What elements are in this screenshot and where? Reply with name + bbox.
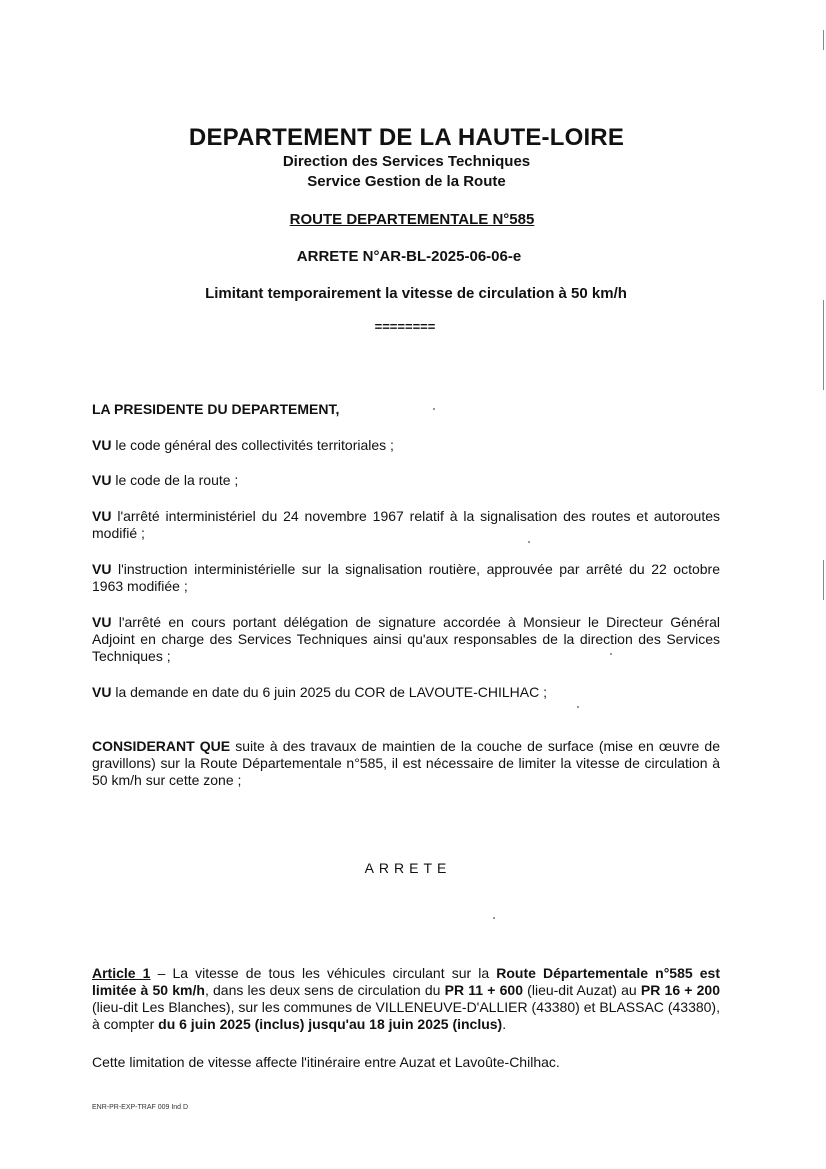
article-1-bold: PR 16 + 200 [640, 982, 721, 998]
president-line: LA PRESIDENTE DU DEPARTEMENT, [92, 401, 340, 417]
vu-paragraph-5 [92, 614, 720, 665]
scan-edge-mark [823, 560, 824, 600]
article-1-text: – La vitesse de tous les véhicules circulant sur la [150, 965, 497, 981]
article-1-text: , dans les deux sens de circulation du [204, 982, 445, 998]
article-1-text: . [502, 1016, 507, 1032]
scan-speck [433, 408, 435, 410]
scan-speck [528, 541, 530, 543]
considerant-label: CONSIDERANT QUE [92, 738, 231, 754]
direction-name: Direction des Services Techniques [282, 153, 531, 170]
scan-speck [610, 653, 612, 655]
service-name: Service Gestion de la Route [307, 173, 506, 190]
vu-paragraph-3 [92, 508, 720, 542]
vu-label: VU [92, 684, 112, 700]
vu-text: l'arrêté interministériel du 24 novembre 1967 relatif à la signalisation des routes et autoroutes modifié ; [92, 508, 721, 541]
footer-reference: ENR-PR-EXP-TRAF 009 Ind D [92, 1104, 189, 1111]
vu-text: l'arrêté en cours portant délégation de signature accordée à Monsieur le Directeur Général Adjoint en charge des Services Techniques ainsi qu'aux responsables de la direction des Services Techniques ; [92, 614, 721, 664]
vu-label: VU [92, 614, 112, 630]
arrete-subject: Limitant temporairement la vitesse de circulation à 50 km/h [205, 285, 627, 302]
arrete-number: ARRETE N°AR-BL-2025-06-06-e [296, 248, 522, 265]
scan-edge-mark [823, 30, 824, 50]
vu-paragraph-6 [92, 684, 720, 701]
vu-text: l'instruction interministérielle sur la signalisation routière, approuvée par arrêté du 22 octobre 1963 modifiée ; [92, 561, 721, 594]
considerant-text: suite à des travaux de maintien de la couche de surface (mise en œuvre de gravillons) sur la Route Départementale n°585, il est nécessaire de limiter la vitesse de circulation à 50 km/h sur cette zone ; [92, 738, 720, 788]
article-1-label: Article 1 [92, 965, 151, 981]
vu-label: VU [92, 437, 112, 453]
vu-text: la demande en date du 6 juin 2025 du COR de LAVOUTE-CHILHAC ; [115, 684, 547, 700]
vu-paragraph-1 [92, 437, 720, 454]
vu-paragraph-2 [92, 472, 720, 489]
limitation-note: Cette limitation de vitesse affecte l'itinéraire entre Auzat et Lavoûte-Chilhac. [92, 1054, 560, 1070]
arrete-heading: ARRETE [364, 860, 452, 876]
considerant-paragraph [92, 738, 720, 789]
article-1-text: (lieu-dit Les Blanches), sur les communes de VILLENEUVE-D'ALLIER (43380) et BLASSAC (43380), à compter [92, 999, 720, 1032]
vu-text: le code de la route ; [115, 472, 239, 488]
vu-label: VU [92, 508, 112, 524]
scan-speck [493, 917, 495, 919]
department-title: DEPARTEMENT DE LA HAUTE-LOIRE [188, 124, 625, 151]
article-1-bold: Route Départementale n°585 est limitée à 50 km/h [92, 965, 720, 998]
article-1-text: (lieu-dit Auzat) au [523, 982, 641, 998]
route-heading: ROUTE DEPARTEMENTALE N°585 [289, 211, 535, 228]
vu-label: VU [92, 472, 112, 488]
vu-paragraph-4 [92, 561, 720, 595]
separator: ======== [374, 319, 436, 334]
vu-label: VU [92, 561, 112, 577]
scan-speck [577, 706, 579, 708]
vu-text: le code général des collectivités territoriales ; [115, 437, 394, 453]
scan-edge-mark [823, 300, 824, 390]
article-1-bold: PR 11 + 600 [444, 982, 523, 998]
article-1-bold: du 6 juin 2025 (inclus) jusqu'au 18 juin 2025 (inclus) [158, 1016, 503, 1032]
article-1 [92, 965, 720, 1033]
